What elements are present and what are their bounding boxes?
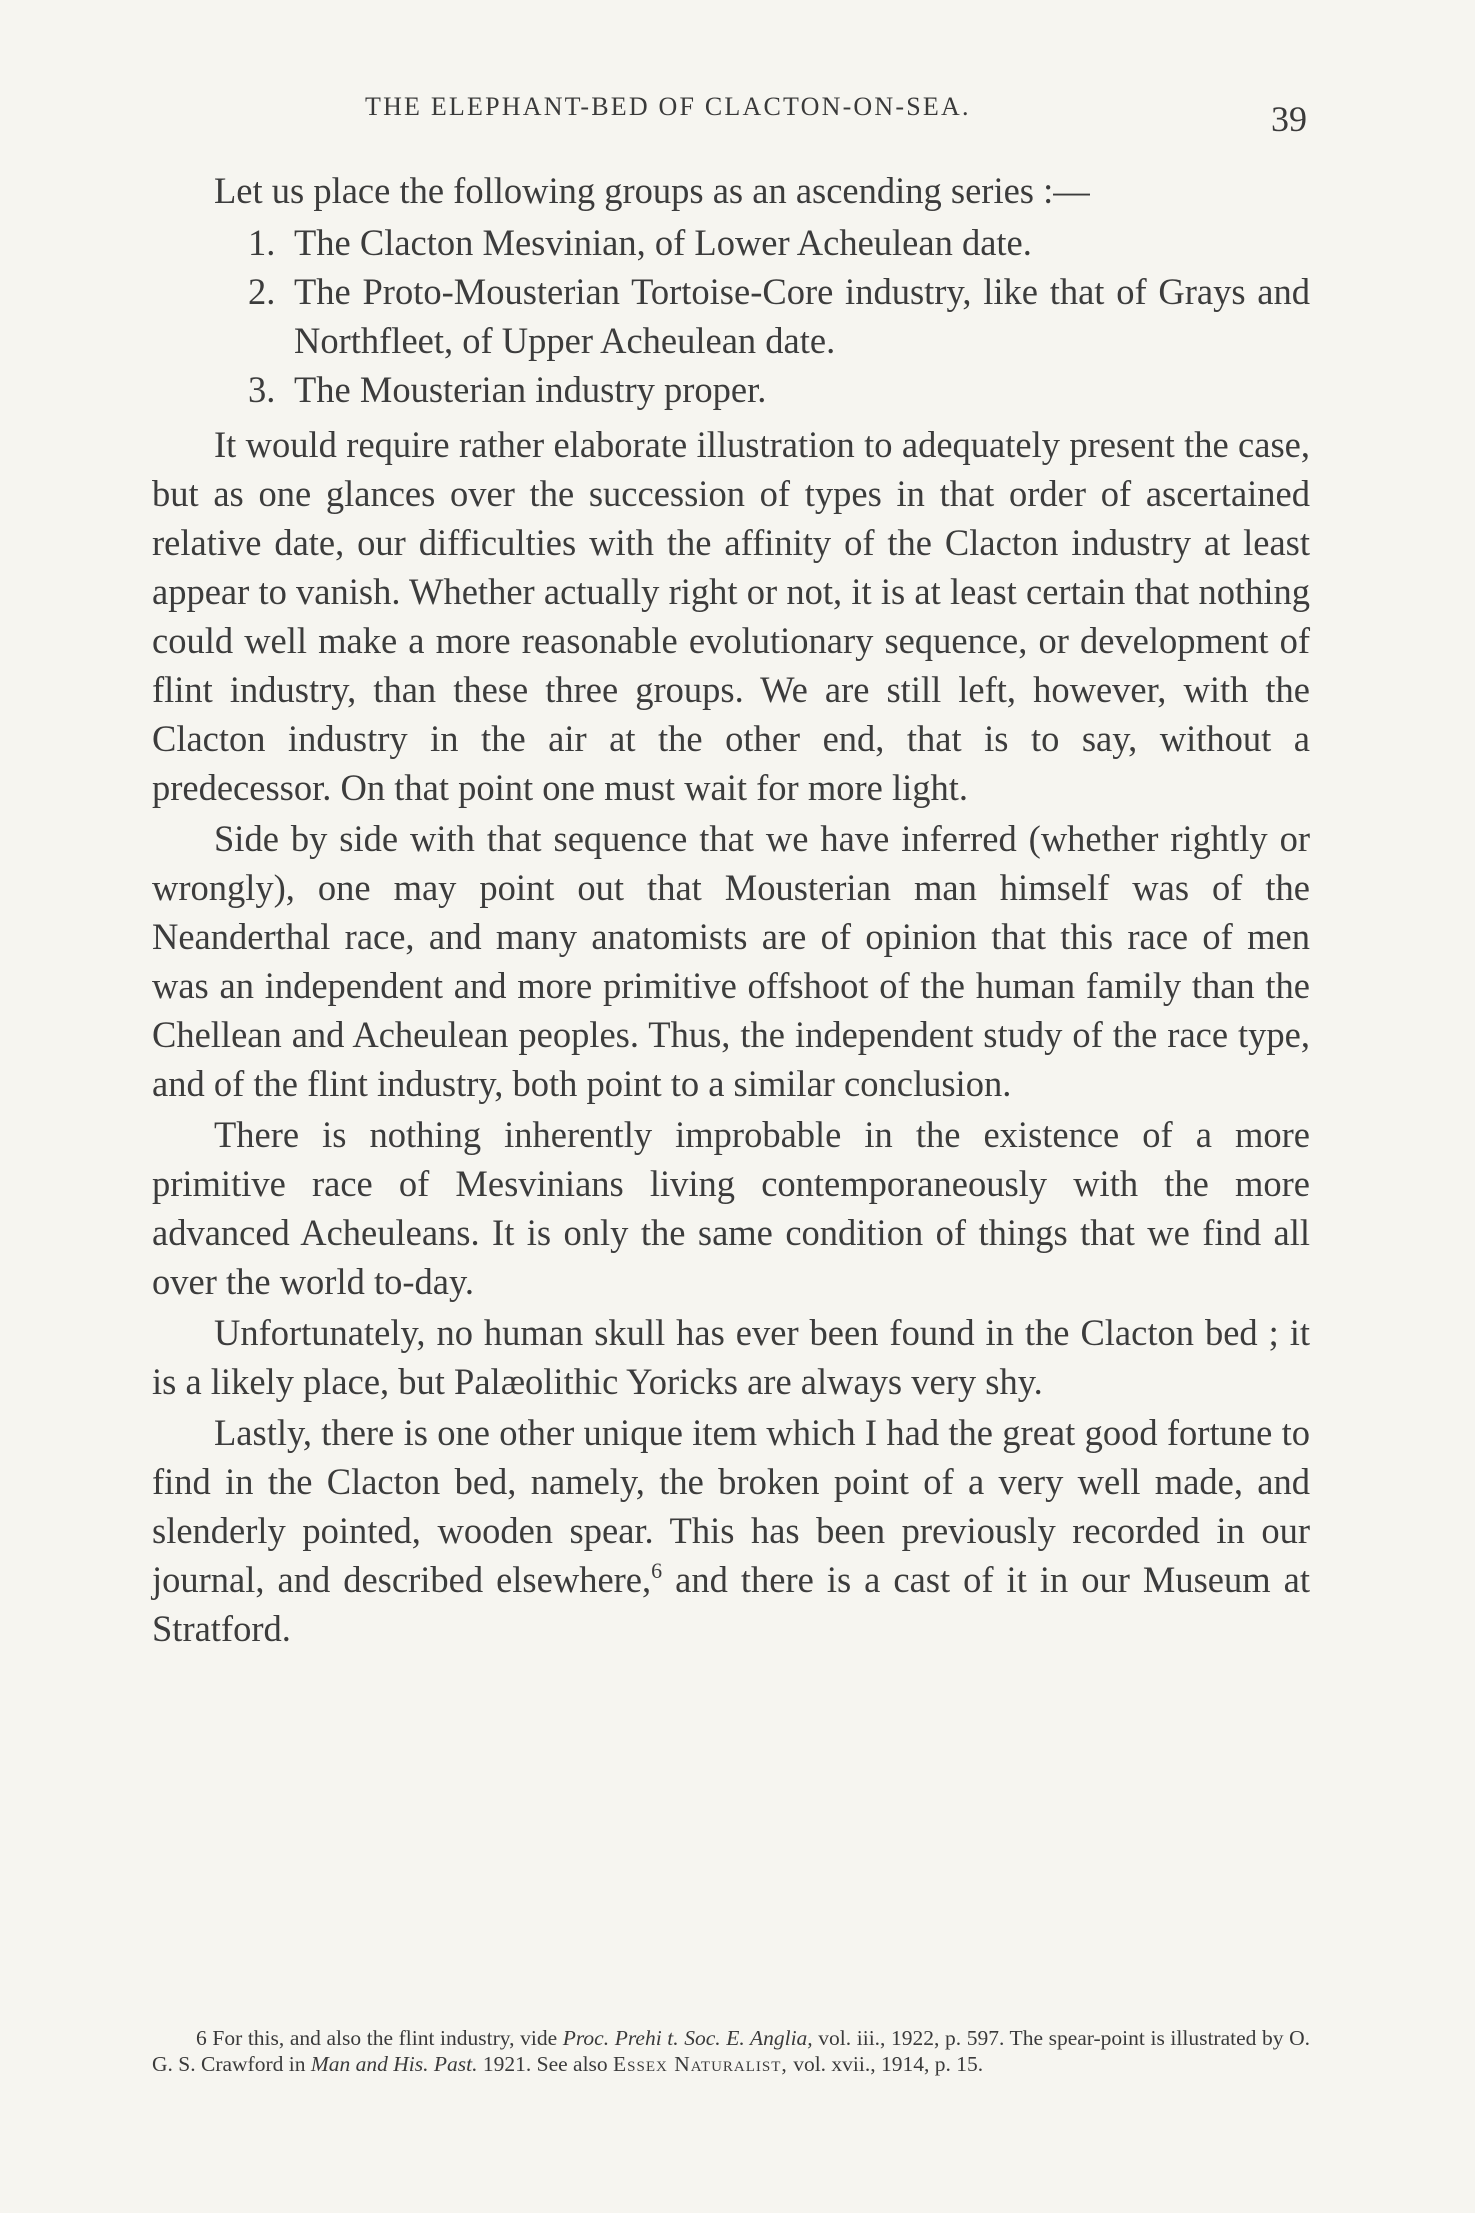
footnote-source-book: Man and His. Past.	[310, 2052, 478, 2076]
series-item-number: 3.	[248, 369, 276, 410]
series-item-number: 2.	[248, 271, 276, 312]
footnote-journal: Essex Naturalist,	[613, 2052, 788, 2076]
running-title: THE ELEPHANT-BED OF CLACTON-ON-SEA.	[365, 92, 971, 121]
footnote-text: 1921. See also	[477, 2052, 614, 2076]
footnote-reference: 6	[651, 1558, 663, 1583]
series-item	[152, 267, 1310, 365]
series-item	[152, 365, 1310, 414]
footnote-text: vol. iii., 1922, p. 597. The spear-point is illustrated by O. G. S. Crawford in	[152, 2026, 1311, 2076]
footnote-text: For this, and also the flint industry, vide	[212, 2026, 563, 2050]
body-paragraph-last	[152, 1408, 1310, 1653]
footnote	[152, 2025, 1310, 2077]
series-item	[152, 218, 1310, 267]
body-paragraph: Unfortunately, no human skull has ever been found in the Clacton bed ; it is a likely place, but Palæolithic Yoricks are always very shy.	[152, 1312, 1310, 1402]
series-item-text: The Clacton Mesvinian, of Lower Acheulean date.	[294, 222, 1032, 263]
intro-paragraph: Let us place the following groups as an ascending series :—	[214, 170, 1090, 211]
footnote-text: vol. xvii., 1914, p. 15.	[787, 2052, 984, 2076]
body-paragraph: It would require rather elaborate illustration to adequately present the case, but as one glances over the succession of types in that order of ascertained relative date, our difficulties with the affinity of the Clacton industry at least appear to vanish. Whether actually right or not, it is at least certain that nothing could well make a more reasonable evolutionary sequence, or development of flint industry, than these three groups. We are still left, however, with the Clacton industry in the air at the other end, that is to say, without a predecessor. On that point one must wait for more light.	[152, 424, 1310, 808]
footnote-source-proceedings: Proc. Prehi t. Soc. E. Anglia,	[562, 2026, 813, 2050]
last-paragraph-text: Lastly, there is one other unique item which I had the great good fortune to find in the Clacton bed, namely, the broken point of a very well made, and slenderly pointed, wooden spear. This has been previously recorded in our journal, and described elsewhere,	[152, 1412, 1310, 1600]
last-paragraph-tail: and there is a cast of it in our Museum at Stratford.	[152, 1559, 1311, 1649]
page-body	[152, 166, 1310, 1653]
body-paragraph: There is nothing inherently improbable in the existence of a more primitive race of Mesvinians living contemporaneously with the more advanced Acheuleans. It is only the same condition of things that we find all over the world to-day.	[152, 1114, 1310, 1302]
series-item-number: 1.	[248, 222, 276, 263]
series-item-text: The Mousterian industry proper.	[294, 369, 767, 410]
ascending-series-list	[152, 218, 1310, 414]
footnote-marker: 6	[196, 2026, 207, 2050]
page-number: 39	[1271, 99, 1307, 139]
series-item-text: The Proto-Mousterian Tortoise-Core industry, like that of Grays and Northfleet, of Upper Acheulean date.	[294, 271, 1310, 361]
body-paragraph: Side by side with that sequence that we have inferred (whether rightly or wrongly), one may point out that Mousterian man himself was of the Neanderthal race, and many anatomists are of opinion that this race of men was an independent and more primitive offshoot of the human family than the Chellean and Acheulean peoples. Thus, the independent study of the race type, and of the flint industry, both point to a similar conclusion.	[152, 818, 1310, 1104]
